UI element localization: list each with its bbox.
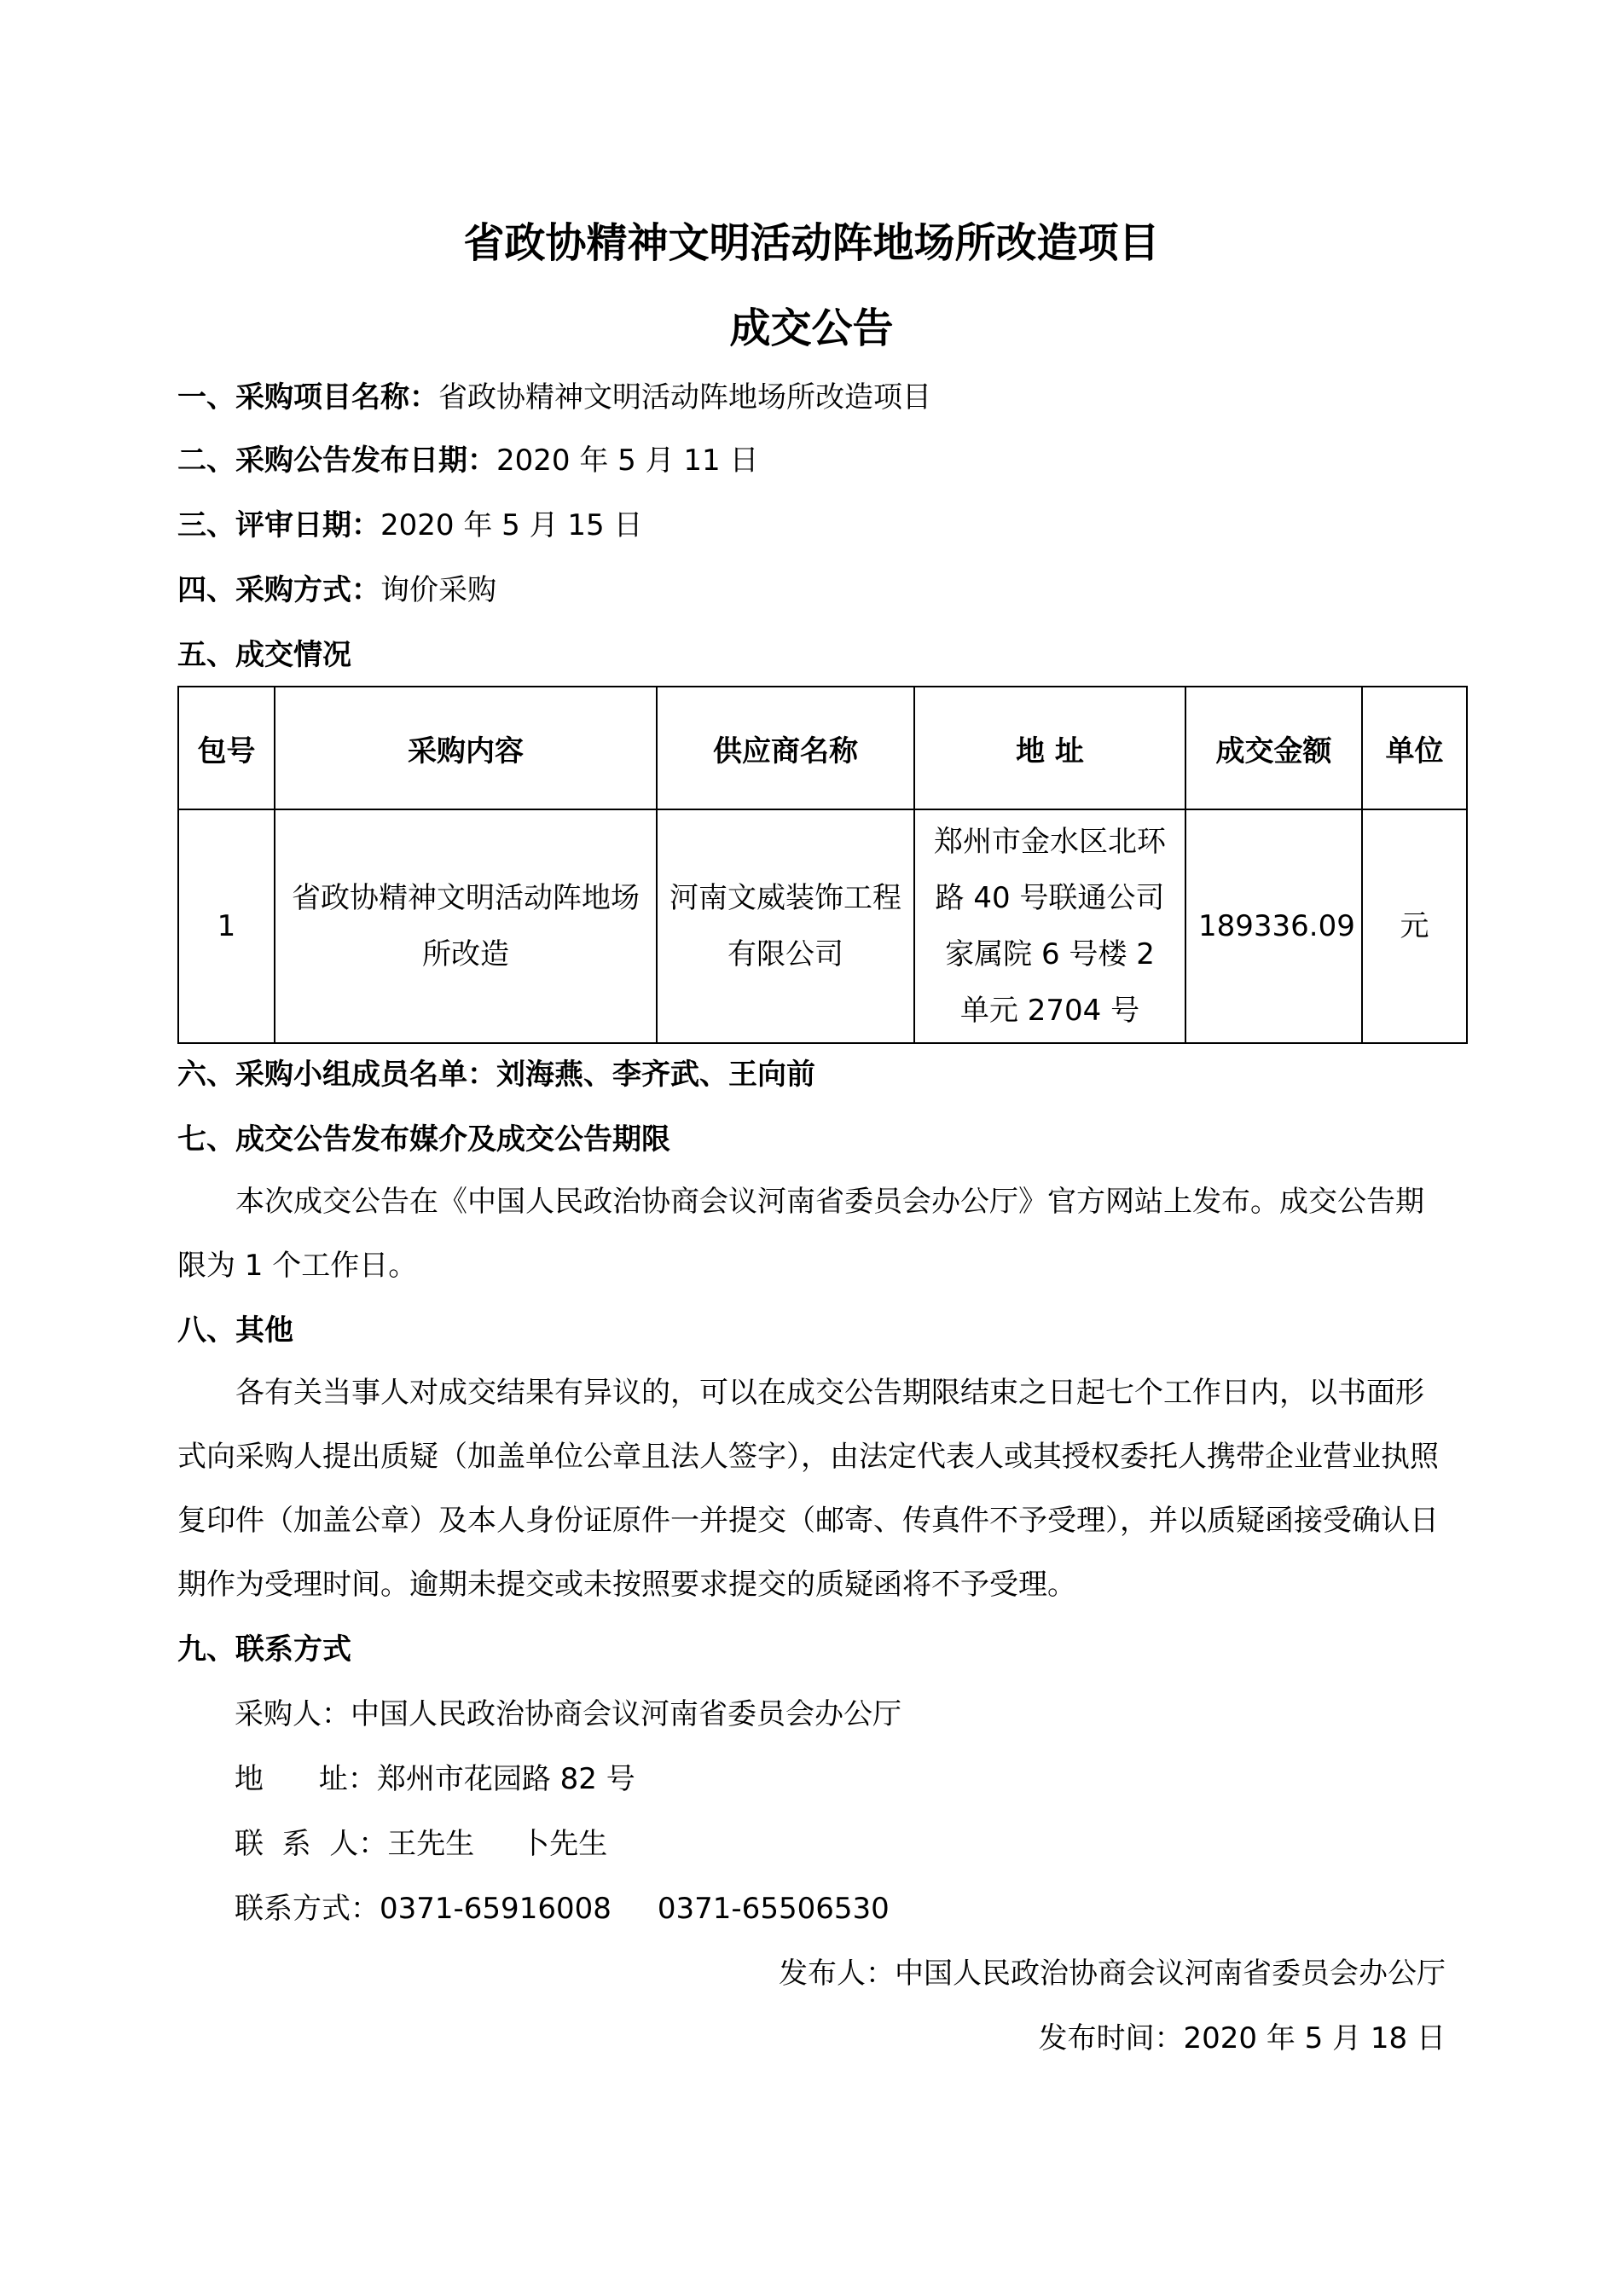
table-header-row <box>178 687 1467 809</box>
section-1 <box>177 379 931 416</box>
section-9-heading: 九、联系方式 <box>177 1632 351 1667</box>
section-8-text: 各有关当事人对成交结果有异议的，可以在成交公告期限结束之日起七个工作日内，以书面形式向采购人提出质疑（加盖单位公章且法人签字），由法定代表人或其授权委托人携带企业营业执照复印件（加盖公章）及本人身份证原件一并提交（邮寄、传真件不予受理），并以质疑函接受确认日期作为受理时间。逾期未提交或未按照要求提交的质疑函将不予受理。 <box>177 1376 1439 1602</box>
section-3-value: 2020 年 5 月 15 日 <box>380 508 643 542</box>
section-2-value: 2020 年 5 月 11 日 <box>496 444 759 478</box>
section-7-text: 本次成交公告在《中国人民政治协商会议河南省委员会办公厅》官方网站上发布。成交公告期限为 1 个工作日。 <box>177 1185 1424 1283</box>
section-4 <box>177 571 496 609</box>
cell-address: 郑州市金水区北环路 40 号联通公司家属院 6 号楼 2 单元 2704 号 <box>914 809 1185 1043</box>
page-subtitle: 成交公告 <box>729 304 894 352</box>
contact-phone: 联系方式：0371-65916008 0371-65506530 <box>235 1892 890 1926</box>
section-4-value: 询价采购 <box>380 573 496 607</box>
section-3 <box>177 507 642 544</box>
header-supplier: 供应商名称 <box>657 687 914 809</box>
deal-table <box>177 686 1468 1044</box>
cell-content: 省政协精神文明活动阵地场所改造 <box>275 809 657 1043</box>
page-title: 省政协精神文明活动阵地场所改造项目 <box>463 219 1160 267</box>
section-2 <box>177 442 758 479</box>
header-address: 地 址 <box>914 687 1185 809</box>
header-content: 采购内容 <box>275 687 657 809</box>
section-6-heading: 六、采购小组成员名单：刘海燕、李齐武、王向前 <box>177 1058 815 1092</box>
header-unit: 单位 <box>1362 687 1467 809</box>
section-8-heading: 八、其他 <box>177 1313 293 1348</box>
publisher: 发布人：中国人民政治协商会议河南省委员会办公厅 <box>779 1957 1446 1991</box>
cell-unit: 元 <box>1362 809 1467 1043</box>
cell-amount: 189336.09 <box>1185 809 1362 1043</box>
section-7-heading: 七、成交公告发布媒介及成交公告期限 <box>177 1122 670 1157</box>
contact-buyer: 采购人：中国人民政治协商会议河南省委员会办公厅 <box>235 1697 901 1731</box>
publish-time: 发布时间：2020 年 5 月 18 日 <box>1038 2021 1446 2055</box>
section-1-label: 一、采购项目名称： <box>177 380 438 415</box>
header-package: 包号 <box>178 687 275 809</box>
section-5-heading: 五、成交情况 <box>177 638 351 672</box>
cell-package: 1 <box>178 809 275 1043</box>
contact-address: 地 址：郑州市花园路 82 号 <box>235 1762 635 1796</box>
cell-supplier: 河南文威装饰工程有限公司 <box>657 809 914 1043</box>
header-amount: 成交金额 <box>1185 687 1362 809</box>
contact-person: 联 系 人：王先生 卜先生 <box>235 1827 608 1861</box>
table-row <box>178 809 1467 1043</box>
section-1-value: 省政协精神文明活动阵地场所改造项目 <box>438 380 931 415</box>
section-2-label: 二、采购公告发布日期： <box>177 444 496 478</box>
section-4-label: 四、采购方式： <box>177 573 380 607</box>
section-3-label: 三、评审日期： <box>177 508 380 542</box>
